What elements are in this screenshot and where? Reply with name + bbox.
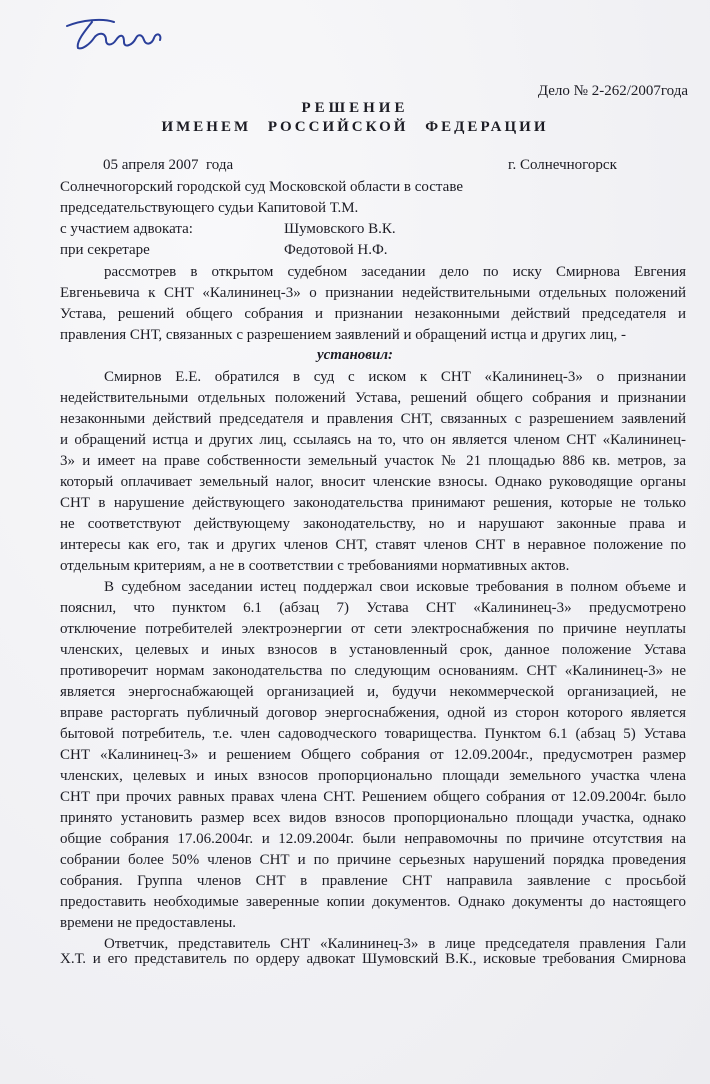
intro-line: рассмотрев в открытом судебном заседании дело по иску Смирнова Евгения: [104, 264, 686, 280]
paragraph-line: СНТ в нарушение действующего законодательства принимают решения, которые не только: [60, 495, 686, 511]
paragraph-line: пояснил, что пунктом 6.1 (абзац 7) Устава СНТ «Калининец-3» предусмотрено: [60, 600, 686, 616]
paragraph-line: предоставить необходимые заверенные копии документов. Однако документы до настоящего: [60, 894, 686, 910]
paragraph-line: является энергоснабжающей организацией и, будучи некоммерческой организацией, не: [60, 684, 686, 700]
paragraph-line: бытовой потребитель, т.е. член садоводческого товарищества. Пунктом 6.1 (абзац 5) Устава: [60, 726, 686, 742]
paragraph-line: интересы как его, так и других членов СНТ, ставят членов СНТ в неравное положение по: [60, 537, 686, 553]
paragraph-line: который оплачивает земельный налог, вносит членские взносы. Однако руководящие органы: [60, 474, 686, 490]
intro-line: Евгеньевича к СНТ «Калининец-3» о признании недействительными отдельных положений: [60, 285, 686, 301]
paragraph-line: членских, целевых и иных взносов в установленный срок, данное положение Устава: [60, 642, 686, 658]
paragraph-line: вправе расторгать публичный договор энергоснабжения, одной из сторон которого является: [60, 705, 686, 721]
paragraph-line: не соответствуют действующему законодательству, но и нарушают законные права и: [60, 516, 686, 532]
paragraph-line: и обращений истца и других лиц, ссылаясь на то, что он является членом СНТ «Калининец-: [60, 432, 686, 448]
paragraph-line: отдельным критериям, а не в соответствии с требованиями нормативных актов.: [60, 558, 570, 574]
paragraph-line: общие собрания 17.06.2004г. и 12.09.2004г. были неправомочны по причине отсутствия на: [60, 831, 686, 847]
decision-date: 05 апреля 2007 года: [103, 157, 234, 173]
paragraph-line: 3» и имеет на праве собственности земельный участок № 21 площадью 886 кв. метров, за: [60, 453, 686, 469]
case-number: Дело № 2-262/2007года: [537, 83, 688, 99]
document-subtitle: ИМЕНЕМ РОССИЙСКОЙ ФЕДЕРАЦИИ: [161, 119, 549, 135]
paragraph-line: собрания. Группа членов СНТ в правление СНТ направила заявление с просьбой: [60, 873, 686, 889]
paragraph-line: Смирнов Е.Е. обратился в суд с иском к СНТ «Калининец-3» о признании: [104, 369, 686, 385]
paragraph-line: незаконными действий председателя и правления СНТ, связанных с разрешением заявлений: [60, 411, 686, 427]
advocate-label: с участием адвоката:: [60, 221, 193, 237]
court-composition: Солнечногорский городской суд Московской области в составе: [60, 179, 463, 195]
paragraph-line: В судебном заседании истец поддержал свои исковые требования в полном объеме и: [104, 579, 686, 595]
paragraph-line: СНТ «Калининец-3» и решением Общего собрания от 12.09.2004г., предусмотрен размер: [60, 747, 686, 763]
intro-line: правления СНТ, связанных с разрешением заявлений и обращений истца и других лиц, -: [60, 327, 626, 343]
secretary-value: Федотовой Н.Ф.: [284, 242, 388, 258]
presiding-judge: председательствующего судьи Капитовой Т.М.: [60, 200, 359, 216]
paragraph-line: собрании более 50% членов СНТ и по причине серьезных нарушений порядка проведения: [60, 852, 686, 868]
decision-city: г. Солнечногорск: [508, 157, 617, 173]
secretary-label: при секретаре: [60, 242, 150, 258]
paragraph-line: членских, целевых и иных взносов пропорционально площади земельного участка члена: [60, 768, 686, 784]
paragraph-line: СНТ при прочих равных правах члена СНТ. Решением общего собрания от 12.09.2004г. было: [60, 789, 686, 805]
paragraph-line: отключение потребителей электроэнергии от сети электроснабжения по причине неуплаты: [60, 621, 686, 637]
paragraph-line: Ответчик, представитель СНТ «Калининец-3» в лице председателя правления Гали: [104, 936, 686, 952]
document-title: РЕШЕНИЕ: [301, 100, 409, 116]
paragraph-line: Х.Т. и его представитель по ордеру адвокат Шумовский В.К., исковые требования Смирнова: [60, 951, 686, 967]
paragraph-line: времени не предоставлены.: [60, 915, 237, 931]
paragraph-line: принято установить размер всех видов взносов пропорционально площади участка, однако: [60, 810, 686, 826]
handwritten-copy-mark: [62, 14, 182, 54]
intro-line: Устава, решений общего собрания и признании незаконными действий председателя и: [60, 306, 686, 322]
advocate-value: Шумовского В.К.: [284, 221, 396, 237]
established-heading: установил:: [316, 347, 394, 363]
paragraph-line: противоречит нормам законодательства по следующим основаниям. СНТ «Калининец-3» не: [60, 663, 686, 679]
paragraph-line: недействительными отдельных положений Устава, решений общего собрания и признании: [60, 390, 686, 406]
